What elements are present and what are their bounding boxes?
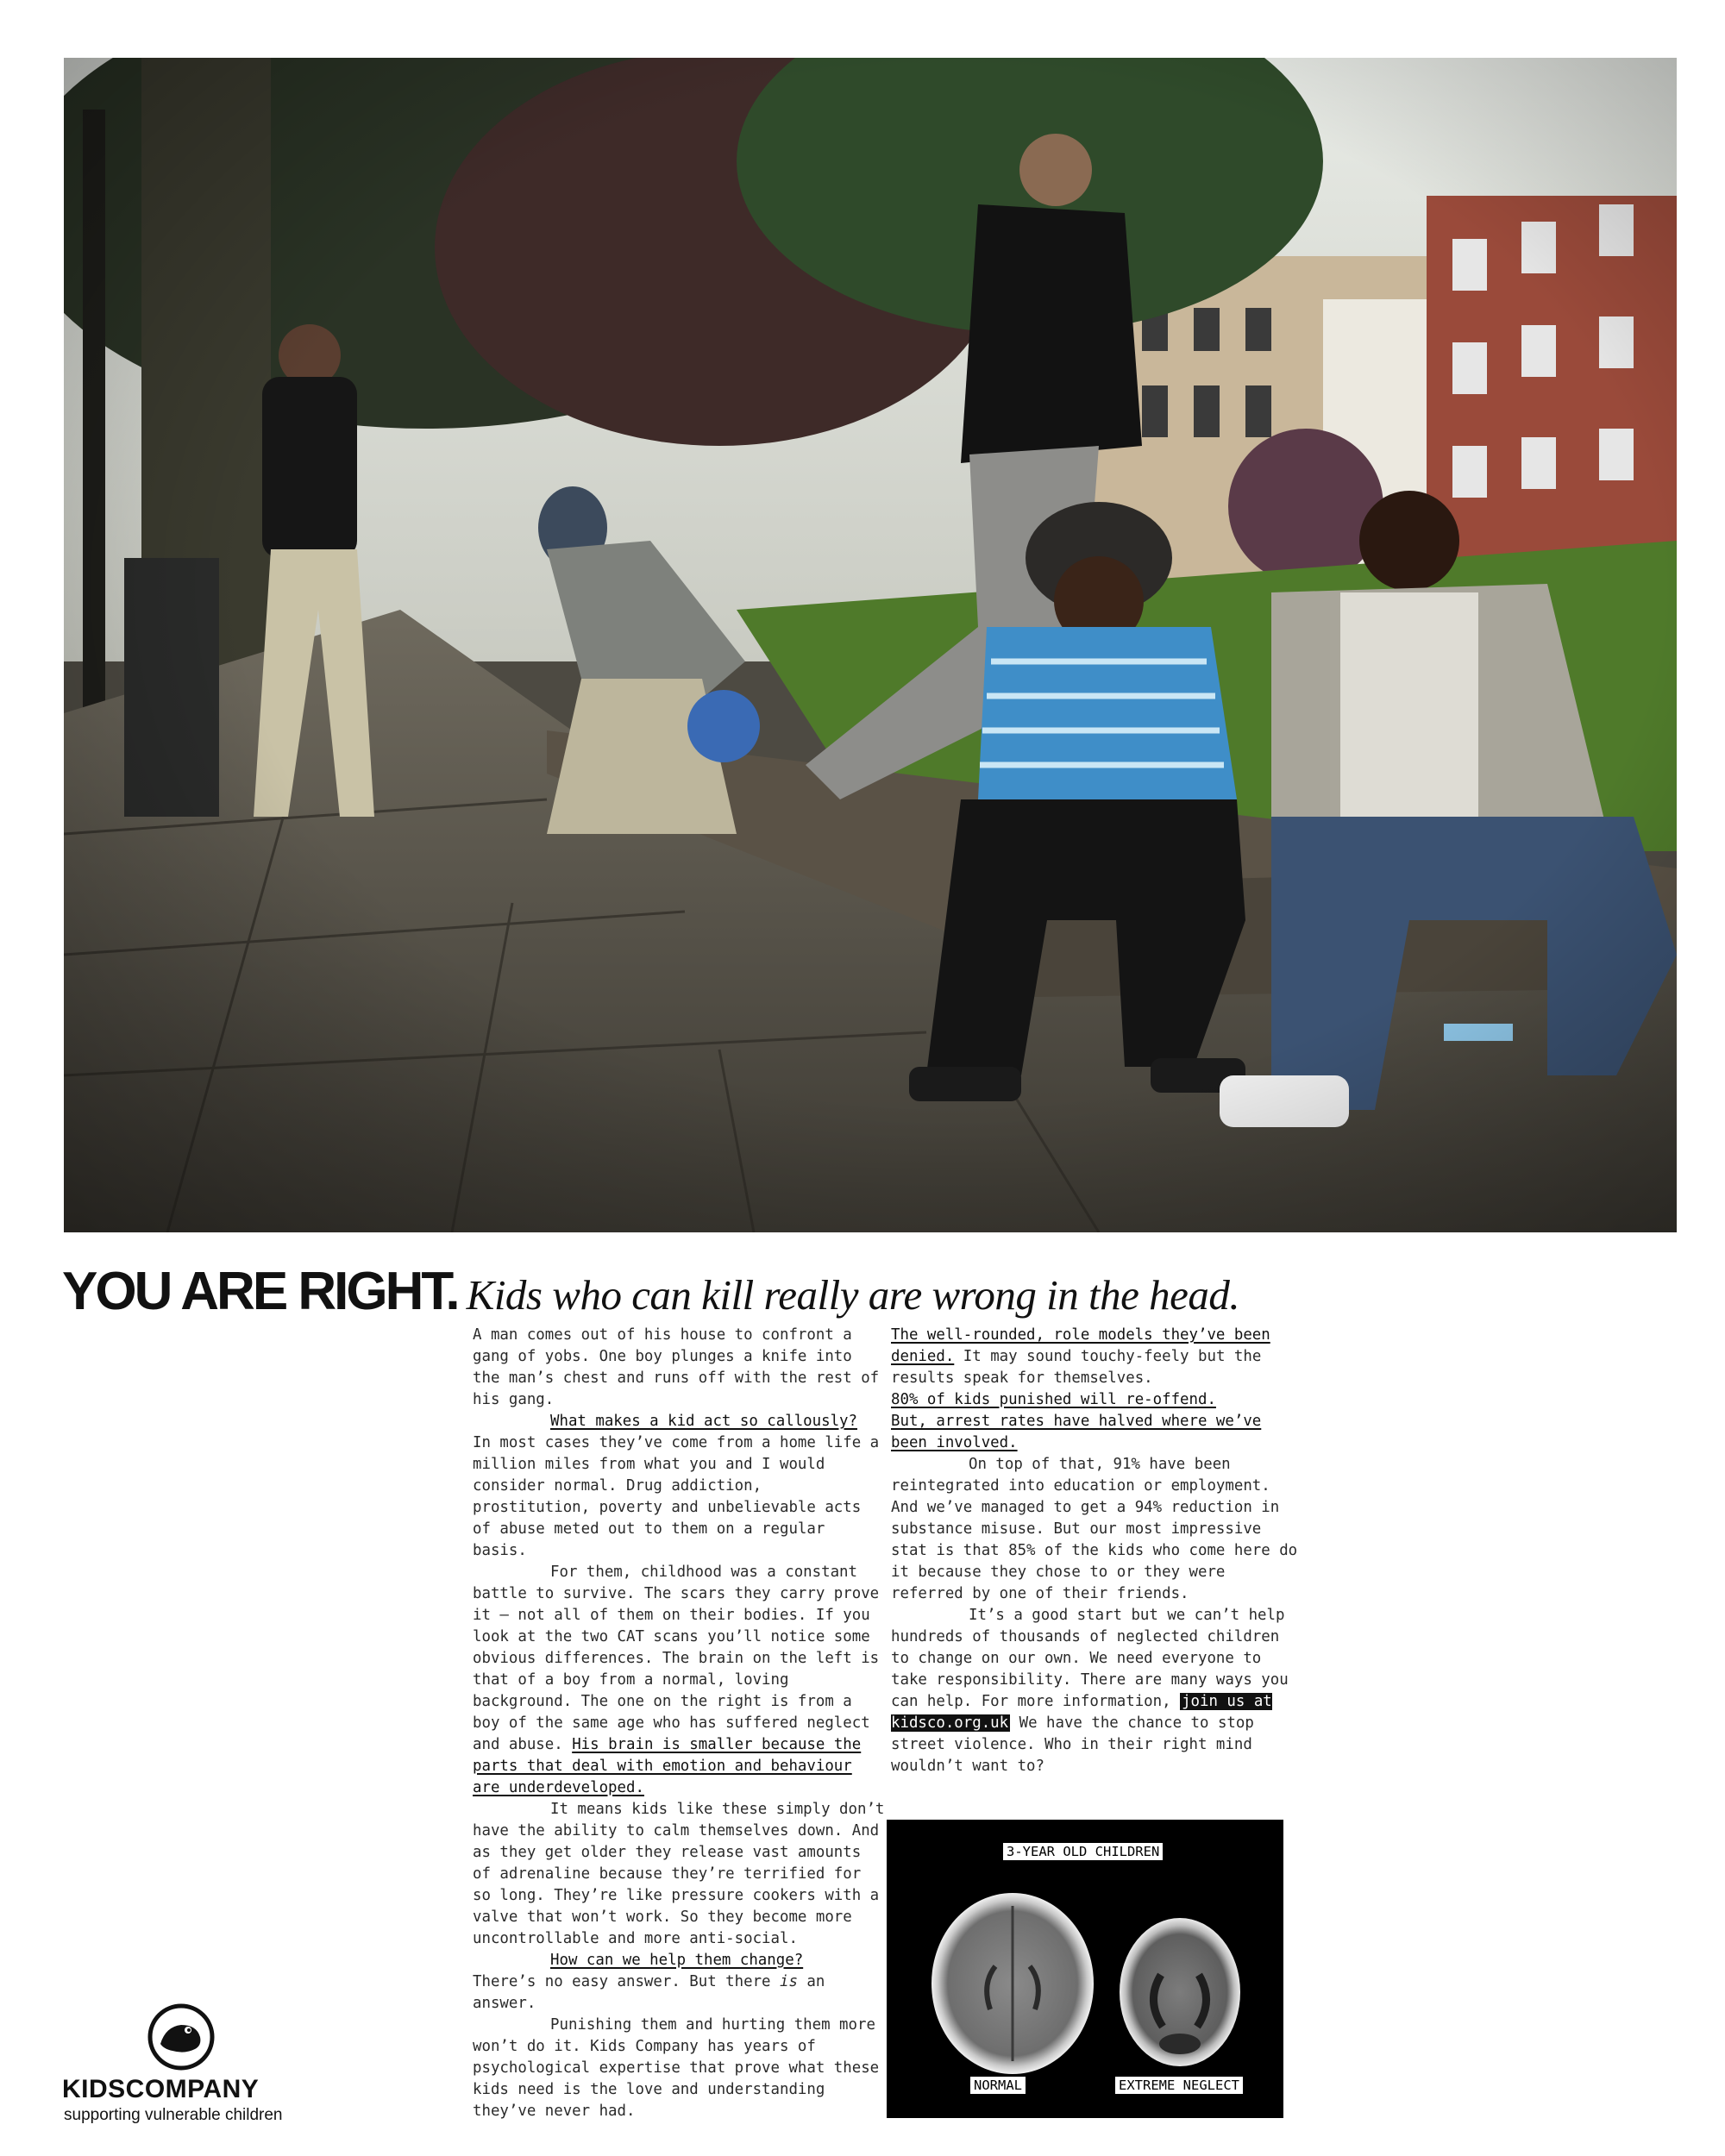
- stat-reoffend-text: 80% of kids punished will re-offend.: [891, 1391, 1216, 1408]
- body-paragraph-results: On top of that, 91% have been reintegrated into education or employment. And we’ve managed to get a 94% reduction in substance misuse. But our most impressive stat is that 85% of the kids who come here do it because they chose to or they were referred by one of their friends.: [891, 1456, 1298, 1602]
- answer-end: an answer.: [473, 1973, 825, 2012]
- headline-bold: YOU ARE RIGHT.: [62, 1262, 458, 1321]
- headline: [62, 1261, 1684, 1330]
- stat-reoffend: [891, 1389, 1305, 1411]
- ct-label-neglect: EXTREME NEGLECT: [1115, 2077, 1243, 2094]
- answer-emphasis: is: [779, 1973, 798, 1990]
- stat-arrest-text: But, arrest rates have halved where we’ve been involved.: [891, 1413, 1262, 1451]
- cta-text: It’s a good start but we can’t help hundreds of thousands of neglected children to change on our own. We need everyone to take responsibility. There are many ways you can help. For more information,: [891, 1607, 1289, 1710]
- body-paragraph-childhood: [473, 1562, 887, 1799]
- ct-scan-panel: [887, 1820, 1283, 2118]
- question-1-text: What makes a kid act so callously?: [550, 1413, 857, 1430]
- headline-italic: Kids who can kill really are wrong in the head.: [466, 1271, 1240, 1319]
- touchy-feely-text: It may sound touchy-feely but the results speak for themselves.: [891, 1348, 1262, 1387]
- logo-tagline: supporting vulnerable children: [64, 2106, 283, 2124]
- ct-scan-title: 3-YEAR OLD CHILDREN: [1003, 1843, 1163, 1860]
- logo-name: KIDSCOMPANY: [62, 2075, 260, 2103]
- body-paragraph-adrenaline: It means kids like these simply don’t have the ability to calm themselves down. And as they get older they release vast amounts of adrenaline because they’re terrified for so long. They’re like pressure cookers with a valve that won’t work. So they become more uncontrollable and more anti-social.: [473, 1801, 885, 1947]
- kidscompany-logo-icon: [147, 2002, 216, 2071]
- body-column-right: [891, 1325, 1305, 1777]
- question-2-text: How can we help them change?: [550, 1952, 804, 1969]
- body-paragraph-role-models: [891, 1325, 1305, 1389]
- street-scene-illustration: [64, 58, 1677, 1232]
- website-link[interactable]: join us at kidsco.org.uk: [891, 1693, 1272, 1732]
- subhead-question-2: [473, 1950, 887, 1971]
- body-paragraph-punishing: Punishing them and hurting them more won’t do it. Kids Company has years of psychological expertise that prove what these kids need is the love and understanding they’ve never had.: [473, 2016, 880, 2120]
- brain-smaller-underlined: His brain is smaller because the parts that deal with emotion and behaviour are underdeveloped.: [473, 1736, 862, 1796]
- stat-arrest-rates: [891, 1411, 1305, 1454]
- neglect-brain-scan: [1120, 1918, 1240, 2066]
- normal-brain-scan: [932, 1893, 1094, 2074]
- ct-label-normal: NORMAL: [970, 2077, 1026, 2094]
- body-paragraph-home-life: In most cases they’ve come from a home life a million miles from what you and I would consider normal. Drug addiction, prostitution, poverty and unbelievable acts of abuse meted out to them on a regular basis.: [473, 1434, 880, 1559]
- cta-end-text: We have the chance to stop street violence. Who in their right mind wouldn’t want to?: [891, 1714, 1254, 1775]
- childhood-text: For them, childhood was a constant battle to survive. The scars they carry prove it – not all of them on their bodies. If you look at the two CAT scans you’ll notice some obvious differences. The brain on the left is that of a boy from a normal, loving background. The one on the right is from a boy of the same age who has suffered neglect and abuse.: [473, 1564, 880, 1753]
- body-paragraph-call-to-action: [891, 1605, 1305, 1777]
- role-models-underlined: The well-rounded, role models they’ve been denied.: [891, 1326, 1270, 1365]
- hero-photo: [64, 58, 1677, 1232]
- answer-start: There’s no easy answer. But there: [473, 1973, 780, 1990]
- subhead-question-1: [473, 1411, 887, 1432]
- body-paragraph-intro: A man comes out of his house to confront a gang of yobs. One boy plunges a knife into the man’s chest and runs off with the rest of his gang.: [473, 1326, 880, 1408]
- body-column-left: [473, 1325, 887, 2122]
- ct-scan-images: [887, 1820, 1283, 2118]
- body-paragraph-answer: [473, 1971, 887, 2015]
